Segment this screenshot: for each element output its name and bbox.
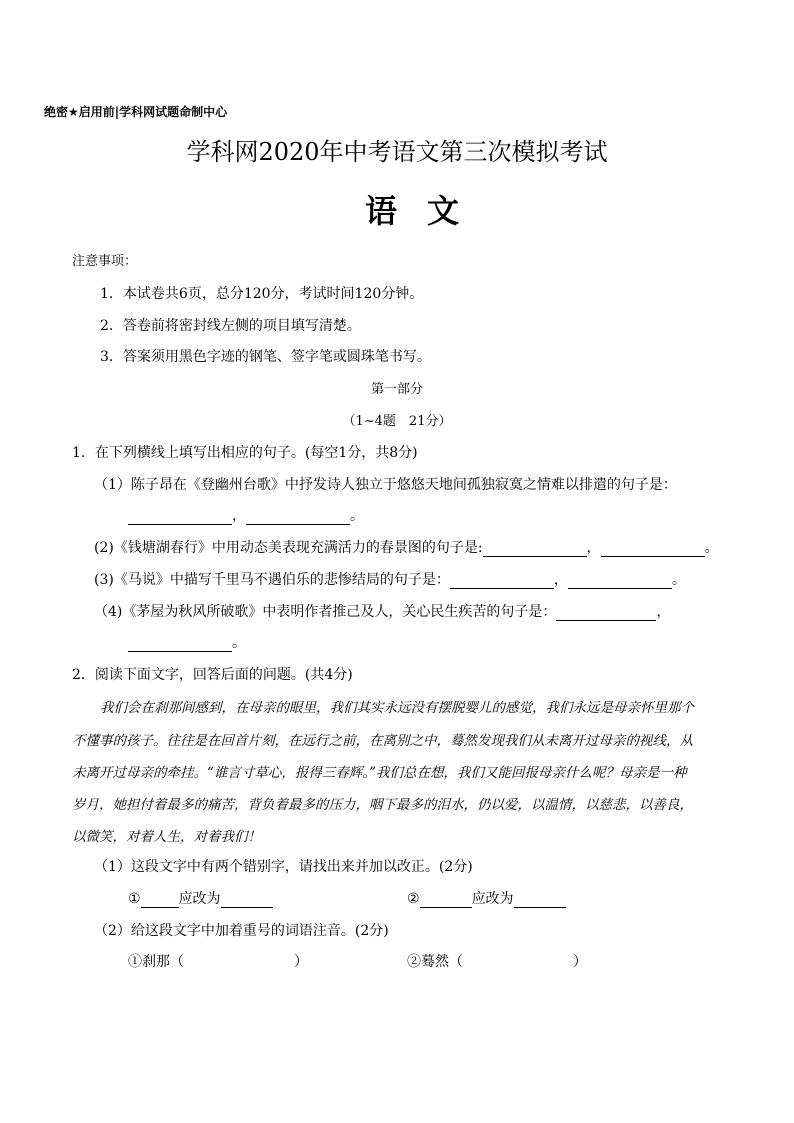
q1-sub2-blank-2[interactable] xyxy=(601,540,705,557)
passage-line-4: 岁月，她担付着最多的痛苦，背负着最多的压力，咽下最多的泪水，仍以爱，以温情，以慈悲，以善良， xyxy=(72,797,693,813)
q1-sub4-blank-2[interactable] xyxy=(128,635,232,652)
passage-line-5: 以微笑，对着人生，对着我们！ xyxy=(72,829,261,845)
q1-sub1: （1）陈子昂在《登幽州台歌》中抒发诗人独立于悠悠天地间孤独寂寞之情难以排遣的句子是： xyxy=(94,477,677,493)
q1-sub1-blank-1[interactable] xyxy=(128,508,232,525)
part-range: （1~4题 21分） xyxy=(342,414,452,429)
q1-sub4-blank-1[interactable] xyxy=(556,604,656,621)
q1-sub3: (3)《马说》中描写千里马不遇伯乐的悲惨结局的句子是： ， 。 xyxy=(94,572,686,588)
q2-fix-b-correct-blank[interactable] xyxy=(514,891,566,908)
q2-pinyin-b: ②蓦然（ ） xyxy=(407,954,587,970)
q1-sub2: (2)《钱塘湖春行》中用动态美表现充满活力的春景图的句子是: ， 。 xyxy=(94,540,719,556)
q2-fix-a: ① 应改为 xyxy=(128,888,273,908)
q2-fix-a-correct-blank[interactable] xyxy=(221,891,273,908)
q2-sub1: （1）这段文字中有两个错别字，请找出来并加以改正。(2分) xyxy=(94,859,473,875)
passage-line-3: 未离开过母亲的牵挂。“谁言寸草心，报得三春辉。”我们总在想，我们又能回报母亲什么呢？母亲是一种 xyxy=(72,765,687,781)
q1-sub1-blank-2[interactable] xyxy=(246,508,350,525)
subject-title: 语文 xyxy=(364,192,489,230)
q1-sub4: （4)《茅屋为秋风所破歌》中表明作者推己及人，关心民生疾苦的句子是： ， xyxy=(94,604,671,620)
q2-stem: 2．阅读下面文字，回答后面的问题。(共4分) xyxy=(72,667,353,683)
notice-item-3: 3．答案须用黑色字迹的钢笔、签字笔或圆珠笔书写。 xyxy=(100,349,431,365)
confidential-tag: 绝密★启用前|学科网试题命制中心 xyxy=(44,105,228,119)
q1-sub3-blank-1[interactable] xyxy=(450,572,554,589)
passage-line-1: 我们会在刹那间感到，在母亲的眼里，我们其实永远没有摆脱婴儿的感觉，我们永远是母亲怀里那个 xyxy=(100,700,694,716)
q2-fix-b: ② 应改为 xyxy=(407,888,566,908)
q2-sub2: （2）给这段文字中加着重号的词语注音。(2分) xyxy=(94,923,389,939)
q2-fix-b-wrong-blank[interactable] xyxy=(420,891,472,908)
part-name: 第一部分 xyxy=(370,382,423,397)
exam-title: 学科网2020年中考语文第三次模拟考试 xyxy=(186,138,608,166)
q1-sub3-blank-2[interactable] xyxy=(568,572,672,589)
q2-fix-a-wrong-blank[interactable] xyxy=(141,891,179,908)
q1-stem: 1．在下列横线上填写出相应的句子。(每空1分，共8分) xyxy=(72,445,418,461)
q1-sub4-line2: 。 xyxy=(128,632,246,652)
q2-pinyin-a: ①刹那（ ） xyxy=(128,954,308,970)
passage-line-2: 不懂事的孩子。往往是在回首片刻，在远行之前，在离别之中，蓦然发现我们从未离开过母亲的视线，从 xyxy=(72,733,693,749)
notice-heading: 注意事项： xyxy=(72,254,138,269)
notice-item-2: 2．答卷前将密封线左侧的项目填写清楚。 xyxy=(100,318,361,334)
q1-sub2-blank-1[interactable] xyxy=(483,540,587,557)
q1-sub1-answers: ， 。 xyxy=(128,505,364,525)
notice-item-1: 1．本试卷共6页，总分120分，考试时间120分钟。 xyxy=(100,286,424,302)
